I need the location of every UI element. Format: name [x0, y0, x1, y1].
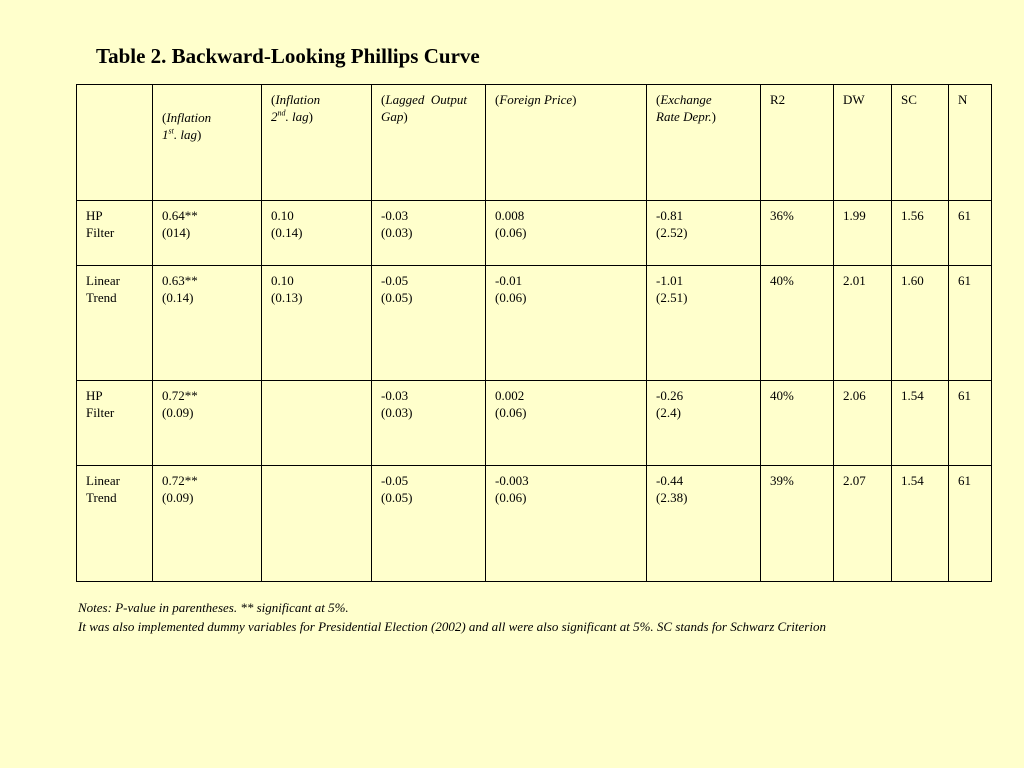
header-r2: R2	[761, 85, 834, 201]
header-n: N	[949, 85, 992, 201]
exchange-rate-cell: -1.01 (2.51)	[647, 266, 761, 381]
results-table	[76, 84, 992, 582]
dw-cell: 2.06	[834, 381, 892, 466]
r2-cell: 40%	[761, 266, 834, 381]
dw-cell: 2.01	[834, 266, 892, 381]
inflation-1st-lag-cell: 0.72** (0.09)	[153, 466, 262, 582]
output-gap-cell: -0.03 (0.03)	[372, 201, 486, 266]
header-inflation-2nd-lag: (Inflation 2nd. lag)	[262, 85, 372, 201]
dw-cell: 2.07	[834, 466, 892, 582]
foreign-price-cell: -0.01 (0.06)	[486, 266, 647, 381]
foreign-price-cell: 0.008 (0.06)	[486, 201, 647, 266]
page-title: Table 2. Backward-Looking Phillips Curve	[96, 44, 480, 68]
foreign-price-cell: -0.003 (0.06)	[486, 466, 647, 582]
sc-cell: 1.54	[892, 381, 949, 466]
r2-cell: 36%	[761, 201, 834, 266]
row-label-cell: Linear Trend	[77, 466, 153, 582]
table-row	[77, 266, 992, 381]
output-gap-cell: -0.05 (0.05)	[372, 266, 486, 381]
table-row	[77, 201, 992, 266]
n-cell: 61	[949, 266, 992, 381]
row-label-cell: Linear Trend	[77, 266, 153, 381]
r2-cell: 40%	[761, 381, 834, 466]
output-gap-cell: -0.05 (0.05)	[372, 466, 486, 582]
inflation-2nd-lag-cell	[262, 381, 372, 466]
table-notes	[78, 598, 826, 636]
header-inflation-1st-lag: (Inflation 1st. lag)	[153, 85, 262, 201]
table-header-row	[77, 85, 992, 201]
notes-line-2: It was also implemented dummy variables for Presidential Election (2002) and all were also significant at 5%. SC stands for Schwarz Criterion	[78, 619, 826, 634]
inflation-2nd-lag-cell: 0.10 (0.13)	[262, 266, 372, 381]
table-row	[77, 381, 992, 466]
foreign-price-cell: 0.002 (0.06)	[486, 381, 647, 466]
n-cell: 61	[949, 466, 992, 582]
header-lagged-output-gap: (Lagged Output Gap)	[372, 85, 486, 201]
inflation-2nd-lag-cell	[262, 466, 372, 582]
table-row	[77, 466, 992, 582]
inflation-1st-lag-cell: 0.64** (014)	[153, 201, 262, 266]
row-label-cell: HP Filter	[77, 201, 153, 266]
header-exchange-rate-depr: (Exchange Rate Depr.)	[647, 85, 761, 201]
notes-line-1: Notes: P-value in parentheses. ** significant at 5%.	[78, 600, 349, 615]
dw-cell: 1.99	[834, 201, 892, 266]
header-empty-cell	[77, 85, 153, 201]
inflation-1st-lag-cell: 0.72** (0.09)	[153, 381, 262, 466]
sc-cell: 1.54	[892, 466, 949, 582]
sc-cell: 1.60	[892, 266, 949, 381]
n-cell: 61	[949, 201, 992, 266]
inflation-1st-lag-cell: 0.63** (0.14)	[153, 266, 262, 381]
header-dw: DW	[834, 85, 892, 201]
header-foreign-price: (Foreign Price)	[486, 85, 647, 201]
row-label-cell: HP Filter	[77, 381, 153, 466]
exchange-rate-cell: -0.26 (2.4)	[647, 381, 761, 466]
header-sc: SC	[892, 85, 949, 201]
inflation-2nd-lag-cell: 0.10 (0.14)	[262, 201, 372, 266]
exchange-rate-cell: -0.81 (2.52)	[647, 201, 761, 266]
r2-cell: 39%	[761, 466, 834, 582]
exchange-rate-cell: -0.44 (2.38)	[647, 466, 761, 582]
n-cell: 61	[949, 381, 992, 466]
sc-cell: 1.56	[892, 201, 949, 266]
output-gap-cell: -0.03 (0.03)	[372, 381, 486, 466]
